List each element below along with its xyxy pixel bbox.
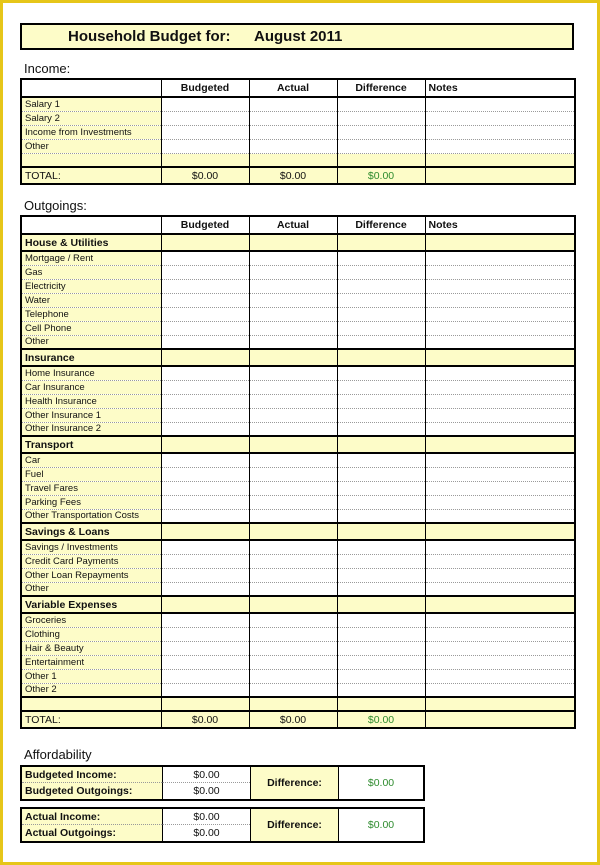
budgeted-cell[interactable] [161, 408, 249, 422]
difference-cell[interactable] [337, 321, 425, 335]
difference-cell[interactable] [337, 655, 425, 669]
difference-cell[interactable] [337, 641, 425, 655]
row-label: Other Transportation Costs [21, 509, 161, 523]
outgoings-col-difference: Difference [337, 216, 425, 234]
expense-row [21, 307, 575, 321]
expense-row [21, 251, 575, 265]
outgoings-col-blank [21, 216, 161, 234]
budgeted-cell[interactable] [161, 627, 249, 641]
row-label: Mortgage / Rent [21, 251, 161, 265]
difference-cell[interactable] [337, 627, 425, 641]
row-label: Car Insurance [21, 380, 161, 394]
row-label: Clothing [21, 627, 161, 641]
category-cell [425, 436, 575, 453]
budgeted-cell[interactable] [161, 683, 249, 697]
row-label: Fuel [21, 467, 161, 481]
row-label: Electricity [21, 279, 161, 293]
actual-cell[interactable] [249, 251, 337, 265]
actual-cell[interactable] [249, 408, 337, 422]
row-label: Other Insurance 1 [21, 408, 161, 422]
actual-cell[interactable] [249, 613, 337, 627]
row-label: Salary 1 [21, 97, 161, 111]
notes-cell[interactable] [425, 495, 575, 509]
budgeted-cell[interactable] [161, 453, 249, 467]
income-total-budgeted: $0.00 [161, 167, 249, 184]
income-heading: Income: [24, 61, 71, 76]
difference-cell[interactable] [337, 582, 425, 596]
expense-row [21, 554, 575, 568]
actual-cell[interactable] [249, 627, 337, 641]
category-row [21, 234, 575, 251]
expense-row [21, 422, 575, 436]
budgeted-difference-value: $0.00 [338, 767, 423, 799]
category-row [21, 349, 575, 366]
notes-cell[interactable] [425, 293, 575, 307]
difference-cell[interactable] [337, 265, 425, 279]
expense-row [21, 265, 575, 279]
budgeted-cell[interactable] [161, 509, 249, 523]
row-label: Groceries [21, 613, 161, 627]
budgeted-cell[interactable] [161, 467, 249, 481]
budgeted-difference-label: Difference: [250, 767, 338, 799]
notes-cell[interactable] [425, 111, 575, 125]
notes-cell[interactable] [425, 683, 575, 697]
outgoings-col-actual: Actual [249, 216, 337, 234]
difference-cell[interactable] [337, 481, 425, 495]
title-bar [20, 23, 574, 50]
row-label: Income from Investments [21, 125, 161, 139]
income-row [21, 125, 575, 139]
income-col-budgeted: Budgeted [161, 79, 249, 97]
row-label: Other 1 [21, 669, 161, 683]
category-cell [249, 523, 337, 540]
difference-cell[interactable] [337, 683, 425, 697]
outgoings-col-budgeted: Budgeted [161, 216, 249, 234]
actual-cell[interactable] [249, 540, 337, 554]
notes-cell[interactable] [425, 655, 575, 669]
budgeted-cell[interactable] [161, 422, 249, 436]
category-label: Variable Expenses [21, 596, 161, 613]
category-row [21, 523, 575, 540]
affordability-actual-box [20, 807, 425, 843]
difference-cell[interactable] [337, 366, 425, 380]
difference-cell[interactable] [337, 422, 425, 436]
difference-cell[interactable] [337, 540, 425, 554]
difference-cell[interactable] [337, 408, 425, 422]
expense-row [21, 655, 575, 669]
difference-cell[interactable] [337, 97, 425, 111]
budgeted-cell[interactable] [161, 540, 249, 554]
expense-row [21, 582, 575, 596]
expense-row [21, 540, 575, 554]
actual-cell[interactable] [249, 335, 337, 349]
budgeted-income-value: $0.00 [162, 767, 250, 783]
category-cell [337, 234, 425, 251]
difference-cell[interactable] [337, 613, 425, 627]
category-label: Insurance [21, 349, 161, 366]
outgoings-total-actual: $0.00 [249, 711, 337, 728]
title-month[interactable]: August 2011 [254, 28, 343, 45]
difference-cell[interactable] [337, 125, 425, 139]
notes-cell[interactable] [425, 335, 575, 349]
notes-cell[interactable] [425, 394, 575, 408]
outgoings-col-notes: Notes [425, 216, 575, 234]
notes-cell[interactable] [425, 366, 575, 380]
expense-row [21, 568, 575, 582]
category-cell [337, 436, 425, 453]
affordability-budgeted-box [20, 765, 425, 801]
row-label: Salary 2 [21, 111, 161, 125]
actual-cell[interactable] [249, 568, 337, 582]
actual-cell[interactable] [249, 366, 337, 380]
actual-cell[interactable] [249, 669, 337, 683]
notes-cell[interactable] [425, 251, 575, 265]
row-label: Hair & Beauty [21, 641, 161, 655]
budgeted-cell[interactable] [161, 321, 249, 335]
actual-cell[interactable] [249, 394, 337, 408]
income-blank-row [21, 153, 575, 167]
difference-cell[interactable] [337, 307, 425, 321]
actual-cell[interactable] [249, 509, 337, 523]
budgeted-cell[interactable] [161, 481, 249, 495]
difference-cell[interactable] [337, 394, 425, 408]
budgeted-cell[interactable] [161, 380, 249, 394]
actual-cell[interactable] [249, 125, 337, 139]
notes-cell[interactable] [425, 481, 575, 495]
expense-row [21, 627, 575, 641]
outgoings-total-difference: $0.00 [337, 711, 425, 728]
actual-cell[interactable] [249, 481, 337, 495]
expense-row [21, 613, 575, 627]
budgeted-cell[interactable] [161, 554, 249, 568]
actual-cell[interactable] [249, 582, 337, 596]
category-cell [425, 523, 575, 540]
actual-cell[interactable] [249, 495, 337, 509]
notes-cell[interactable] [425, 321, 575, 335]
income-rows [21, 97, 575, 153]
notes-cell[interactable] [425, 125, 575, 139]
category-row [21, 436, 575, 453]
income-row [21, 139, 575, 153]
budgeted-cell[interactable] [161, 568, 249, 582]
row-label: Other Insurance 2 [21, 422, 161, 436]
category-cell [161, 234, 249, 251]
actual-cell[interactable] [249, 683, 337, 697]
difference-cell[interactable] [337, 554, 425, 568]
category-cell [425, 234, 575, 251]
category-cell [249, 436, 337, 453]
expense-row [21, 380, 575, 394]
budgeted-cell[interactable] [161, 582, 249, 596]
expense-row [21, 335, 575, 349]
actual-cell[interactable] [249, 97, 337, 111]
difference-cell[interactable] [337, 251, 425, 265]
budgeted-cell[interactable] [161, 279, 249, 293]
row-label: Entertainment [21, 655, 161, 669]
actual-cell[interactable] [249, 422, 337, 436]
actual-outgoings-label: Actual Outgoings: [22, 825, 162, 841]
category-cell [425, 596, 575, 613]
budgeted-cell[interactable] [161, 655, 249, 669]
category-cell [161, 349, 249, 366]
category-cell [337, 523, 425, 540]
income-col-blank [21, 79, 161, 97]
expense-row [21, 669, 575, 683]
row-label: Water [21, 293, 161, 307]
expense-row [21, 293, 575, 307]
notes-cell[interactable] [425, 408, 575, 422]
row-label: Other Loan Repayments [21, 568, 161, 582]
income-table [20, 78, 576, 185]
income-total-row [21, 167, 575, 184]
actual-cell[interactable] [249, 655, 337, 669]
category-cell [249, 596, 337, 613]
budgeted-cell[interactable] [161, 307, 249, 321]
budgeted-cell[interactable] [161, 111, 249, 125]
income-total-difference: $0.00 [337, 167, 425, 184]
category-cell [249, 234, 337, 251]
actual-cell[interactable] [249, 380, 337, 394]
income-total-notes[interactable] [425, 167, 575, 184]
notes-cell[interactable] [425, 669, 575, 683]
budgeted-cell[interactable] [161, 97, 249, 111]
expense-row [21, 467, 575, 481]
actual-income-value: $0.00 [162, 809, 250, 825]
row-label: Home Insurance [21, 366, 161, 380]
category-cell [337, 349, 425, 366]
category-cell [161, 436, 249, 453]
category-cell [161, 596, 249, 613]
notes-cell[interactable] [425, 380, 575, 394]
actual-difference-label: Difference: [250, 809, 338, 841]
difference-cell[interactable] [337, 568, 425, 582]
expense-row [21, 394, 575, 408]
outgoings-total-budgeted: $0.00 [161, 711, 249, 728]
difference-cell[interactable] [337, 139, 425, 153]
row-label: Travel Fares [21, 481, 161, 495]
actual-outgoings-value: $0.00 [162, 825, 250, 841]
actual-cell[interactable] [249, 265, 337, 279]
row-label: Cell Phone [21, 321, 161, 335]
income-col-difference: Difference [337, 79, 425, 97]
category-label: Savings & Loans [21, 523, 161, 540]
budgeted-cell[interactable] [161, 394, 249, 408]
category-cell [425, 349, 575, 366]
difference-cell[interactable] [337, 453, 425, 467]
actual-cell[interactable] [249, 279, 337, 293]
notes-cell[interactable] [425, 509, 575, 523]
budgeted-cell[interactable] [161, 125, 249, 139]
outgoings-total-label: TOTAL: [21, 711, 161, 728]
budgeted-income-label: Budgeted Income: [22, 767, 162, 783]
expense-row [21, 509, 575, 523]
category-row [21, 596, 575, 613]
notes-cell[interactable] [425, 627, 575, 641]
outgoings-total-notes[interactable] [425, 711, 575, 728]
budgeted-cell[interactable] [161, 641, 249, 655]
actual-difference-value: $0.00 [338, 809, 423, 841]
income-col-actual: Actual [249, 79, 337, 97]
notes-cell[interactable] [425, 97, 575, 111]
notes-cell[interactable] [425, 307, 575, 321]
budgeted-cell[interactable] [161, 293, 249, 307]
expense-row [21, 641, 575, 655]
expense-row [21, 481, 575, 495]
expense-row [21, 321, 575, 335]
notes-cell[interactable] [425, 422, 575, 436]
category-cell [337, 596, 425, 613]
actual-cell[interactable] [249, 293, 337, 307]
notes-cell[interactable] [425, 582, 575, 596]
budgeted-cell[interactable] [161, 366, 249, 380]
difference-cell[interactable] [337, 293, 425, 307]
budgeted-outgoings-value: $0.00 [162, 783, 250, 799]
row-label: Car [21, 453, 161, 467]
difference-cell[interactable] [337, 335, 425, 349]
income-row [21, 97, 575, 111]
budgeted-cell[interactable] [161, 495, 249, 509]
outgoings-rows [21, 234, 575, 697]
actual-cell[interactable] [249, 111, 337, 125]
notes-cell[interactable] [425, 453, 575, 467]
budgeted-cell[interactable] [161, 669, 249, 683]
category-cell [249, 349, 337, 366]
difference-cell[interactable] [337, 111, 425, 125]
income-row [21, 111, 575, 125]
row-label: Credit Card Payments [21, 554, 161, 568]
row-label: Parking Fees [21, 495, 161, 509]
expense-row [21, 279, 575, 293]
notes-cell[interactable] [425, 139, 575, 153]
notes-cell[interactable] [425, 613, 575, 627]
row-label: Gas [21, 265, 161, 279]
budgeted-cell[interactable] [161, 265, 249, 279]
actual-cell[interactable] [249, 321, 337, 335]
income-total-actual: $0.00 [249, 167, 337, 184]
actual-income-label: Actual Income: [22, 809, 162, 825]
notes-cell[interactable] [425, 641, 575, 655]
expense-row [21, 683, 575, 697]
difference-cell[interactable] [337, 467, 425, 481]
difference-cell[interactable] [337, 380, 425, 394]
notes-cell[interactable] [425, 265, 575, 279]
budgeted-cell[interactable] [161, 139, 249, 153]
expense-row [21, 408, 575, 422]
category-label: House & Utilities [21, 234, 161, 251]
notes-cell[interactable] [425, 568, 575, 582]
outgoings-blank-row [21, 697, 575, 711]
category-cell [161, 523, 249, 540]
affordability-heading: Affordability [24, 747, 92, 762]
title-label: Household Budget for: [68, 28, 231, 45]
actual-cell[interactable] [249, 139, 337, 153]
row-label: Other [21, 582, 161, 596]
category-label: Transport [21, 436, 161, 453]
difference-cell[interactable] [337, 495, 425, 509]
outgoings-total-row [21, 711, 575, 728]
row-label: Savings / Investments [21, 540, 161, 554]
row-label: Telephone [21, 307, 161, 321]
row-label: Health Insurance [21, 394, 161, 408]
outgoings-heading: Outgoings: [24, 198, 87, 213]
expense-row [21, 366, 575, 380]
budgeted-cell[interactable] [161, 335, 249, 349]
actual-cell[interactable] [249, 641, 337, 655]
budgeted-cell[interactable] [161, 251, 249, 265]
budgeted-outgoings-label: Budgeted Outgoings: [22, 783, 162, 799]
difference-cell[interactable] [337, 509, 425, 523]
income-total-label: TOTAL: [21, 167, 161, 184]
income-col-notes: Notes [425, 79, 575, 97]
notes-cell[interactable] [425, 540, 575, 554]
actual-cell[interactable] [249, 554, 337, 568]
expense-row [21, 495, 575, 509]
difference-cell[interactable] [337, 669, 425, 683]
outgoings-table [20, 215, 576, 729]
actual-cell[interactable] [249, 467, 337, 481]
row-label: Other [21, 335, 161, 349]
notes-cell[interactable] [425, 554, 575, 568]
actual-cell[interactable] [249, 307, 337, 321]
difference-cell[interactable] [337, 279, 425, 293]
row-label: Other 2 [21, 683, 161, 697]
actual-cell[interactable] [249, 453, 337, 467]
notes-cell[interactable] [425, 467, 575, 481]
notes-cell[interactable] [425, 279, 575, 293]
row-label: Other [21, 139, 161, 153]
budgeted-cell[interactable] [161, 613, 249, 627]
expense-row [21, 453, 575, 467]
